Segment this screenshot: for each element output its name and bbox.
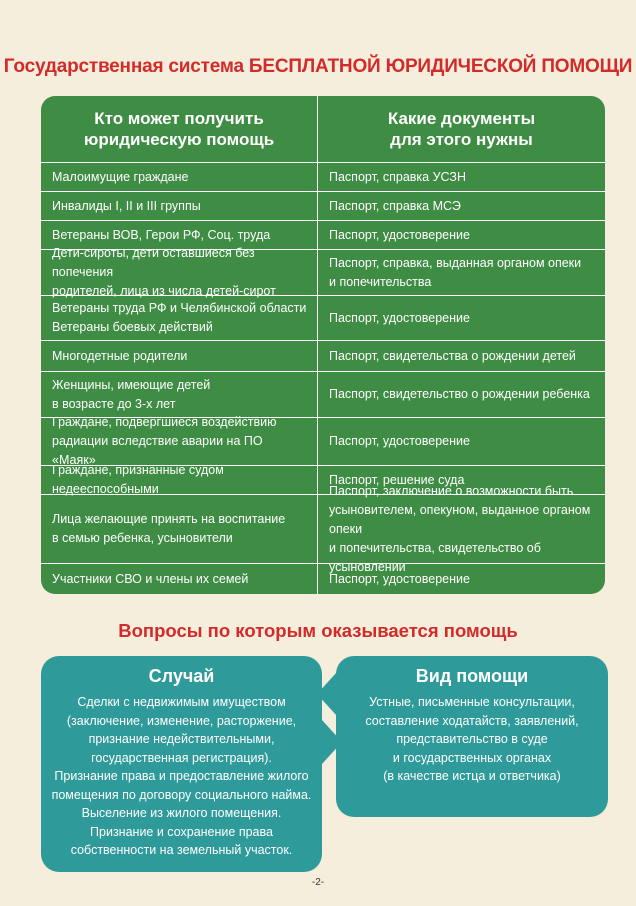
table-row — [41, 340, 605, 371]
cell-who: Ветераны ВОВ, Герои РФ, Соц. труда — [41, 221, 318, 249]
table-row — [41, 295, 605, 340]
cell-who: Участники СВО и члены их семей — [41, 564, 318, 594]
cell-documents: Паспорт, удостоверение — [329, 227, 470, 242]
cell-documents: Паспорт, удостоверение — [329, 434, 470, 448]
cell-documents: Паспорт, решение суда — [329, 472, 465, 487]
page-number: -2- — [311, 877, 325, 888]
help-card-title: Вид помощи — [415, 666, 529, 686]
cell-documents: Паспорт, справка УСЗН — [329, 169, 467, 184]
legal-aid-table — [41, 96, 605, 594]
cell-documents: Паспорт, справка, выданная органом опеки и попечительства — [329, 255, 582, 289]
case-card — [41, 656, 322, 872]
cell-documents: Паспорт, свидетельство о рождении ребенка — [329, 387, 590, 401]
cell-who: Граждане, подвергшиеся воздействию радиации вследствие аварии на ПО «Маяк» — [41, 418, 318, 465]
cell-documents: Паспорт, свидетельства о рождении детей — [329, 348, 576, 363]
header-documents: Какие документы для этого нужны — [387, 109, 536, 149]
case-card-body: Сделки с недвижимым имуществом (заключение, изменение, расторжение, признание недействительными, государственная регистрация). Признание права и предоставление жилого помещения по договору социального найма. Выселение из жилого помещения. Признание и сохранение права собственности на земельный участок. — [51, 695, 312, 857]
table-row — [41, 417, 605, 465]
table-body — [41, 163, 605, 594]
table-row — [41, 246, 605, 298]
cell-who: Инвалиды I, II и III группы — [41, 192, 318, 220]
help-card-arrow — [317, 672, 337, 716]
help-card-body: Устные, письменные консультации, составление ходатайств, заявлений, представительство в суде и государственных органах (в качестве истца и ответчика) — [365, 695, 579, 783]
cell-who: Многодетные родители — [41, 341, 318, 371]
cell-who: Ветераны труда РФ и Челябинской области Ветераны боевых действий — [41, 296, 318, 340]
help-card — [336, 656, 608, 817]
cell-who: Женщины, имеющие детей в возрасте до 3-х лет — [41, 372, 318, 417]
cell-who: Дети-сироты, дети оставшиеся без попечения родителей, лица из числа детей-сирот — [41, 250, 318, 295]
table-row — [41, 483, 605, 574]
table-row — [41, 563, 605, 594]
table-header — [41, 96, 605, 163]
case-card-title: Случай — [148, 666, 215, 686]
cell-documents: Паспорт, заключение о возможности быть усыновителем, опекуном, выданное органом опеки и попечительства, свидетельство об усыновлении — [329, 483, 591, 574]
cell-documents: Паспорт, удостоверение — [329, 571, 470, 586]
table-row — [41, 191, 605, 220]
header-who: Кто может получить юридическую помощь — [41, 96, 318, 162]
cell-documents: Паспорт, справка МСЭ — [329, 198, 461, 213]
table-row — [41, 371, 605, 417]
page-title: Государственная система БЕСПЛАТНОЙ ЮРИДИЧЕСКОЙ ПОМОЩИ — [3, 56, 633, 77]
cell-documents: Паспорт, удостоверение — [329, 310, 470, 325]
cell-who: Малоимущие граждане — [41, 163, 318, 191]
cell-who: Лица желающие принять на воспитание в семью ребенка, усыновители — [41, 495, 318, 563]
section-title: Вопросы по которым оказывается помощь — [118, 620, 518, 641]
table-row — [41, 163, 605, 191]
cell-who: Граждане, признанные судом недееспособными — [41, 466, 318, 494]
